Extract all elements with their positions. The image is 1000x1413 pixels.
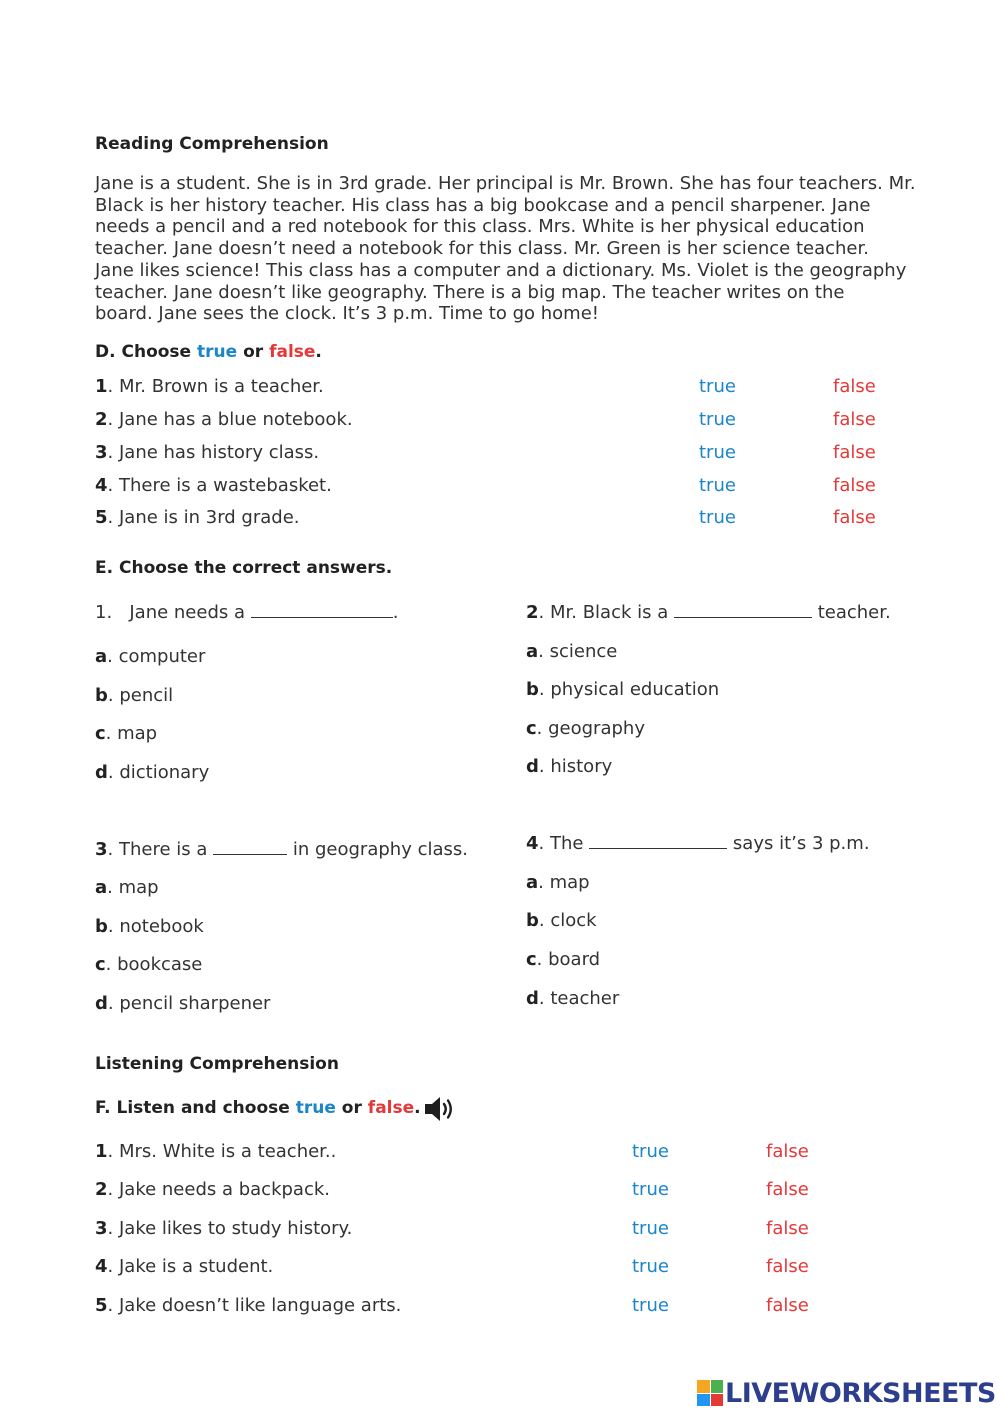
question-number: 4 (95, 475, 108, 496)
question-text: . Mrs. White is a teacher.. (107, 1141, 337, 1162)
option-letter: c (526, 718, 537, 739)
question-text: . Mr. Brown is a teacher. (107, 376, 324, 397)
option-text: . pencil (107, 685, 174, 706)
option-false-f5[interactable]: false (766, 1295, 809, 1316)
option-false-f1[interactable]: false (766, 1141, 809, 1162)
option-true-f5[interactable]: true (632, 1295, 669, 1316)
question-number: 3 (95, 442, 108, 463)
question-number: 3 (95, 1218, 108, 1239)
logo-text: LIVEWORKSHEETS (725, 1377, 996, 1409)
question-text-before: . Mr. Black is a (538, 602, 669, 623)
section-f-period: . (414, 1098, 421, 1118)
option-letter: d (95, 993, 108, 1014)
option-true-f1[interactable]: true (632, 1141, 669, 1162)
question-text: . Jake is a student. (107, 1256, 274, 1277)
question-d4 (95, 475, 332, 496)
option-letter: b (526, 910, 539, 931)
question-text-before: . There is a (107, 839, 208, 860)
question-e2 (526, 602, 891, 623)
passage-line: board. Jane sees the clock. It’s 3 p.m. Time to go home! (95, 303, 599, 325)
question-number: 3 (95, 839, 108, 860)
section-d-heading (95, 342, 322, 362)
question-text: . Jane has history class. (107, 442, 320, 463)
question-text-after: in geography class. (292, 839, 468, 860)
question-e4 (526, 833, 870, 854)
listening-heading: Listening Comprehension (95, 1054, 339, 1074)
question-d3 (95, 442, 319, 463)
question-text-after: . (392, 602, 399, 623)
question-number: 2 (526, 602, 539, 623)
option-e1-a[interactable] (95, 646, 205, 667)
option-true-d1[interactable]: true (699, 376, 736, 397)
question-text: . Jane has a blue notebook. (107, 409, 353, 430)
option-e3-c[interactable] (95, 954, 202, 975)
passage-line: Jane likes science! This class has a computer and a dictionary. Ms. Violet is the geography (95, 259, 907, 281)
option-text: . board (536, 949, 601, 970)
option-text: . map (107, 877, 159, 898)
option-letter: a (526, 872, 539, 893)
answer-blank (674, 602, 812, 618)
reading-passage (95, 173, 915, 325)
option-letter: b (95, 685, 108, 706)
option-letter: d (95, 762, 108, 783)
question-f5 (95, 1295, 401, 1316)
option-letter: a (95, 646, 108, 667)
question-text: . Jane is in 3rd grade. (107, 507, 300, 528)
option-letter: d (526, 756, 539, 777)
option-false-d1[interactable]: false (833, 376, 876, 397)
option-true-d2[interactable]: true (699, 409, 736, 430)
question-text-after: says it’s 3 p.m. (732, 833, 870, 854)
option-letter: c (95, 954, 106, 975)
section-f-heading (95, 1098, 421, 1118)
option-true-f3[interactable]: true (632, 1218, 669, 1239)
option-e1-c[interactable] (95, 723, 157, 744)
section-d-true-word: true (197, 342, 238, 362)
question-e3 (95, 839, 468, 860)
option-e3-b[interactable] (95, 916, 204, 937)
option-letter: c (526, 949, 537, 970)
option-letter: d (526, 988, 539, 1009)
option-false-f3[interactable]: false (766, 1218, 809, 1239)
passage-line: teacher. Jane doesn’t like geography. There is a big map. The teacher writes on the (95, 281, 845, 303)
option-letter: a (95, 877, 108, 898)
option-text: . history (538, 756, 613, 777)
option-e2-d[interactable] (526, 756, 612, 777)
question-e1 (95, 602, 398, 623)
section-d-prefix: D. Choose (95, 342, 192, 362)
question-text: . Jake needs a backpack. (107, 1179, 330, 1200)
question-f1 (95, 1141, 336, 1162)
section-f-or-word: or (341, 1098, 362, 1118)
option-true-d4[interactable]: true (699, 475, 736, 496)
question-text: . There is a wastebasket. (107, 475, 332, 496)
section-e-heading: E. Choose the correct answers. (95, 558, 393, 578)
question-number: 1 (95, 1141, 108, 1162)
option-false-d3[interactable]: false (833, 442, 876, 463)
option-e4-a[interactable] (526, 872, 590, 893)
option-text: . map (105, 723, 158, 744)
passage-line: Black is her history teacher. His class has a big bookcase and a pencil sharpener. Jane (95, 194, 871, 216)
question-text: . Jake likes to study history. (107, 1218, 353, 1239)
question-number: 5 (95, 507, 108, 528)
question-number: 5 (95, 1295, 108, 1316)
section-d-false-word: false (269, 342, 316, 362)
option-text: . clock (538, 910, 597, 931)
question-d1 (95, 376, 324, 397)
section-f-false-word: false (367, 1098, 415, 1118)
question-text-before: . The (538, 833, 584, 854)
question-f2 (95, 1179, 330, 1200)
option-text: . geography (536, 718, 645, 739)
option-true-d3[interactable]: true (699, 442, 736, 463)
option-e4-d[interactable] (526, 988, 619, 1009)
section-d-period: . (315, 342, 322, 362)
passage-line: needs a pencil and a red notebook for this class. Mrs. White is her physical education (95, 216, 865, 238)
liveworksheets-logo (697, 1378, 996, 1408)
option-text: . pencil sharpener (107, 993, 271, 1014)
question-number: 2 (95, 409, 108, 430)
option-e2-b[interactable] (526, 679, 719, 700)
question-f3 (95, 1218, 352, 1239)
option-e2-a[interactable] (526, 641, 617, 662)
option-text: . science (538, 641, 618, 662)
option-text: . notebook (107, 916, 204, 937)
question-text: . Jake doesn’t like language arts. (107, 1295, 402, 1316)
question-number: 1 (95, 376, 108, 397)
section-f-true-word: true (295, 1098, 336, 1118)
option-false-f2[interactable]: false (766, 1179, 809, 1200)
answer-blank (251, 602, 393, 618)
option-false-f4[interactable]: false (766, 1256, 809, 1277)
question-number: 4 (526, 833, 539, 854)
option-text: . physical education (538, 679, 720, 700)
logo-mark-icon (697, 1380, 723, 1406)
question-d2 (95, 409, 353, 430)
speaker-icon[interactable] (423, 1094, 457, 1124)
option-letter: b (95, 916, 108, 937)
option-true-d5[interactable]: true (699, 507, 736, 528)
option-false-d2[interactable]: false (833, 409, 876, 430)
option-e4-b[interactable] (526, 910, 597, 931)
option-text: . map (538, 872, 590, 893)
reading-heading: Reading Comprehension (95, 134, 329, 154)
option-e1-d[interactable] (95, 762, 209, 783)
option-e2-c[interactable] (526, 718, 645, 739)
option-e3-d[interactable] (95, 993, 270, 1014)
question-d5 (95, 507, 300, 528)
option-text: . dictionary (107, 762, 210, 783)
question-number: 1. (95, 602, 113, 623)
passage-line: Jane is a student. She is in 3rd grade. Her principal is Mr. Brown. She has four teachers. Mr. (95, 173, 916, 194)
section-d-or-word: or (243, 342, 264, 362)
option-letter: a (526, 641, 539, 662)
question-number: 2 (95, 1179, 108, 1200)
option-text: . computer (107, 646, 206, 667)
question-f4 (95, 1256, 273, 1277)
question-text-after: teacher. (817, 602, 891, 623)
section-f-prefix: F. Listen and choose (95, 1098, 290, 1118)
option-false-d4[interactable]: false (833, 475, 876, 496)
option-e3-a[interactable] (95, 877, 159, 898)
option-letter: c (95, 723, 106, 744)
option-text: . teacher (538, 988, 620, 1009)
question-text-before: Jane needs a (129, 602, 246, 623)
option-e4-c[interactable] (526, 949, 600, 970)
option-true-f4[interactable]: true (632, 1256, 669, 1277)
answer-blank (213, 839, 287, 855)
option-true-f2[interactable]: true (632, 1179, 669, 1200)
option-false-d5[interactable]: false (833, 507, 876, 528)
option-text: . bookcase (105, 954, 203, 975)
question-number: 4 (95, 1256, 108, 1277)
answer-blank (589, 833, 727, 849)
option-letter: b (526, 679, 539, 700)
option-e1-b[interactable] (95, 685, 173, 706)
passage-line: teacher. Jane doesn’t need a notebook for this class. Mr. Green is her science teacher. (95, 238, 869, 260)
